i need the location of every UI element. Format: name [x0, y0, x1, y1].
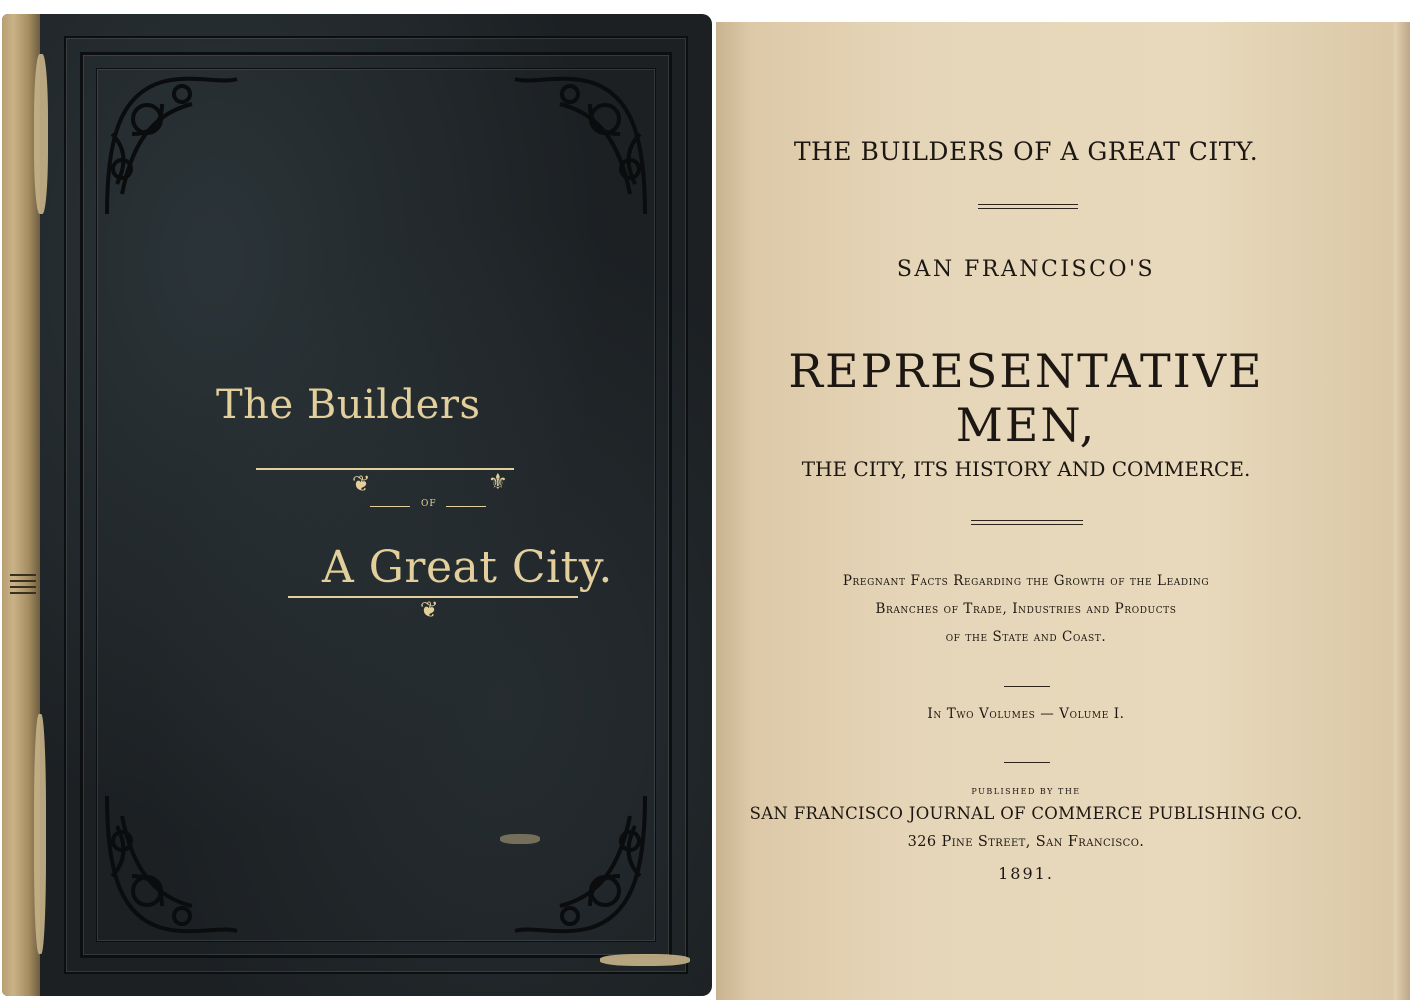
- cover-title-line1: The Builders: [216, 382, 481, 428]
- title-page-published-by: PUBLISHED BY THE: [971, 787, 1081, 796]
- description-line: of the State and Coast.: [945, 629, 1107, 645]
- palmette-ornament-icon: ❦: [352, 472, 371, 497]
- decorative-rule: [1004, 686, 1050, 687]
- title-page-address: 326 Pine Street, San Francisco.: [907, 834, 1145, 850]
- description-line: Branches of Trade, Industries and Products: [875, 601, 1177, 617]
- title-page-tagline: THE CITY, ITS HISTORY AND COMMERCE.: [801, 457, 1251, 481]
- title-page-main-title: REPRESENTATIVE MEN,: [788, 344, 1264, 452]
- decorative-rule: [978, 204, 1078, 209]
- description-line: Pregnant Facts Regarding the Growth of the Leading: [842, 573, 1210, 589]
- palmette-ornament-icon: ❦: [420, 598, 439, 623]
- title-page: [716, 22, 1410, 1000]
- corner-ornament-icon: [102, 74, 242, 224]
- cover-title-of: OF: [421, 499, 437, 509]
- palmette-ornament-icon: ⚜: [488, 470, 508, 495]
- title-page-heading: THE BUILDERS OF A GREAT CITY.: [793, 137, 1259, 166]
- cover-title-line2: A Great City.: [322, 542, 613, 593]
- title-page-publisher: SAN FRANCISCO JOURNAL OF COMMERCE PUBLISHING CO.: [749, 804, 1303, 823]
- decorative-rule: [971, 520, 1083, 525]
- book-cover: [2, 14, 712, 996]
- corner-ornament-icon: [102, 786, 242, 936]
- title-page-subheading: SAN FRANCISCO'S: [896, 257, 1156, 282]
- title-page-description: [716, 567, 1336, 651]
- decorative-rule: [1004, 762, 1050, 763]
- corner-ornament-icon: [510, 74, 650, 224]
- corner-ornament-icon: [510, 786, 650, 936]
- cover-board: [40, 14, 712, 996]
- title-page-year: 1891.: [998, 864, 1054, 883]
- title-page-volume: In Two Volumes — Volume I.: [927, 706, 1125, 722]
